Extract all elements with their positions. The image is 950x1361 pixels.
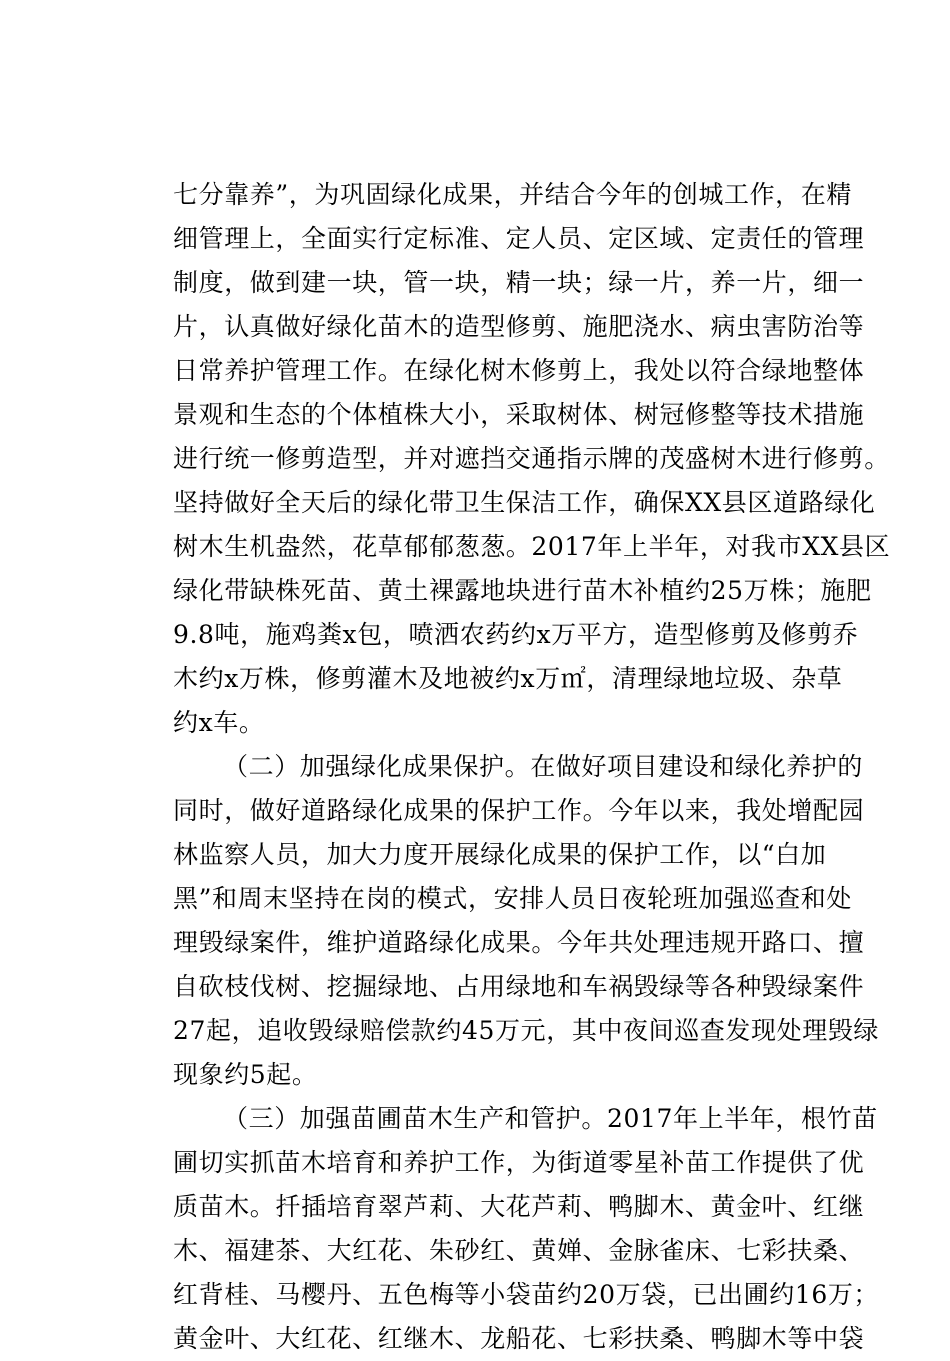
text-line: （三）加强苗圃苗木生产和管护。2017年上半年，根竹苗: [223, 1104, 878, 1133]
text-line: （二）加强绿化成果保护。在做好项目建设和绿化养护的: [223, 752, 864, 781]
text-line: 木、福建茶、大红花、朱砂红、黄婵、金脉雀床、七彩扶桑、: [173, 1236, 865, 1265]
text-line: 林监察人员，加大力度开展绿化成果的保护工作，以“白加: [173, 840, 827, 869]
text-line: 树木生机盎然，花草郁郁葱葱。2017年上半年，对我市XX县区: [173, 532, 891, 561]
text-line: 9.8吨，施鸡粪x包，喷洒农药约x万平方，造型修剪及修剪乔: [173, 620, 859, 649]
text-line: 27起，追收毁绿赔偿款约45万元，其中夜间巡查发现处理毁绿: [173, 1016, 880, 1045]
text-line: 七分靠养”，为巩固绿化成果，并结合今年的创城工作，在精: [173, 180, 852, 209]
text-line: 木约x万株，修剪灌木及地被约x万㎡，清理绿地垃圾、杂草: [173, 664, 843, 693]
text-line: 黄金叶、大红花、红继木、龙船花、七彩扶桑、鸭脚木等中袋: [173, 1324, 865, 1353]
text-line: 坚持做好全天后的绿化带卫生保洁工作，确保XX县区道路绿化: [173, 488, 876, 517]
text-line: 制度，做到建一块，管一块，精一块；绿一片，养一片，细一: [173, 268, 865, 297]
text-line: 片，认真做好绿化苗木的造型修剪、施肥浇水、病虫害防治等: [173, 312, 865, 341]
text-line: 圃切实抓苗木培育和养护工作，为街道零星补苗工作提供了优: [173, 1148, 865, 1177]
text-line: 景观和生态的个体植株大小，采取树体、树冠修整等技术措施: [173, 400, 865, 429]
text-line: 理毁绿案件，维护道路绿化成果。今年共处理违规开路口、擅: [173, 928, 865, 957]
text-line: 自砍枝伐树、挖掘绿地、占用绿地和车祸毁绿等各种毁绿案件: [173, 972, 865, 1001]
text-line: 红背桂、马樱丹、五色梅等小袋苗约20万袋，已出圃约16万；: [173, 1280, 880, 1309]
text-line: 黑”和周末坚持在岗的模式，安排人员日夜轮班加强巡查和处: [173, 884, 852, 913]
text-line: 质苗木。扦插培育翠芦莉、大花芦莉、鸭脚木、黄金叶、红继: [173, 1192, 865, 1221]
text-line: 细管理上，全面实行定标准、定人员、定区域、定责任的管理: [173, 224, 865, 253]
text-line: 绿化带缺株死苗、黄土裸露地块进行苗木补植约25万株；施肥: [173, 576, 872, 605]
text-line: 现象约5起。: [173, 1060, 318, 1089]
text-line: 进行统一修剪造型，并对遮挡交通指示牌的茂盛树木进行修剪。: [173, 444, 890, 473]
text-line: 日常养护管理工作。在绿化树木修剪上，我处以符合绿地整体: [173, 356, 865, 385]
text-line: 同时，做好道路绿化成果的保护工作。今年以来，我处增配园: [173, 796, 865, 825]
text-line: 约x车。: [173, 708, 265, 737]
